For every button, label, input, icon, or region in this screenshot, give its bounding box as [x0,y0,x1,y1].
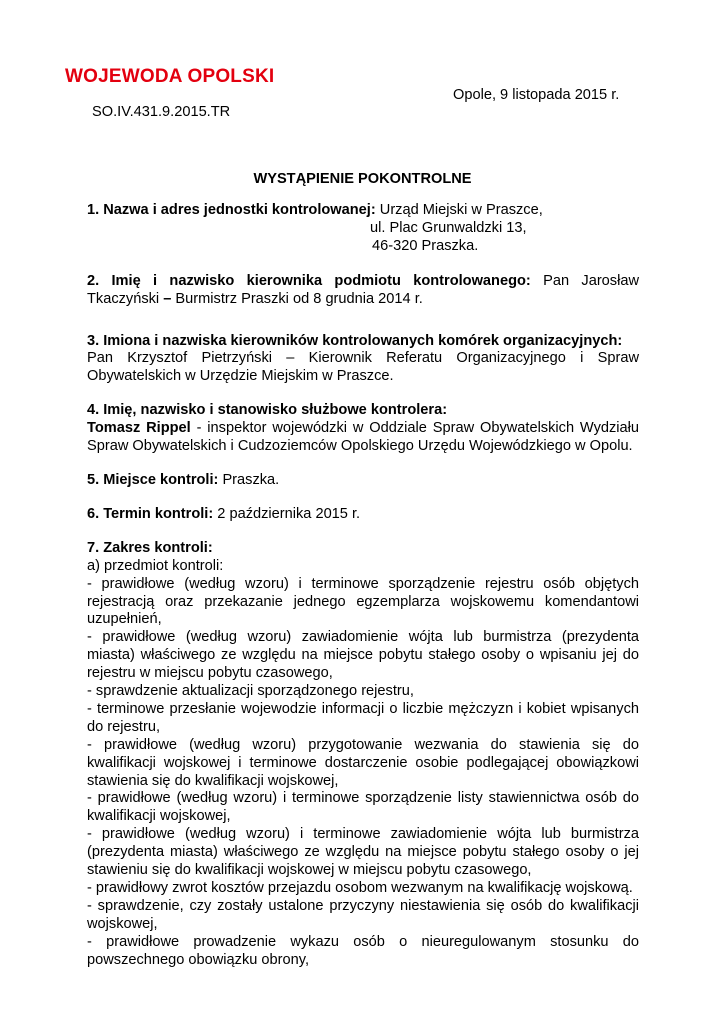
section-2-dash: – [163,290,172,307]
section-7 [87,540,639,970]
list-item: - prawidłowe (według wzoru) i terminowe zawiadomienie wójta lub burmistrza (prezydenta miasta) właściwego ze względu na miejsce pobytu stałego osoby o jej stawieniu się do kwalifikacji wojskowej w miejscu pobytu czasowego, [87,826,639,879]
section-1 [87,202,639,256]
section-6-label: 6. Termin kontroli: [87,505,214,522]
list-item: - prawidłowy zwrot kosztów przejazdu osobom wezwanym na kwalifikację wojskową. [87,880,633,896]
reference-number: SO.IV.431.9.2015.TR [92,104,231,120]
section-1-line2: ul. Plac Grunwaldzki 13, [370,219,527,236]
list-item: - sprawdzenie aktualizacji sporządzonego rejestru, [87,683,414,700]
section-4 [87,402,639,456]
section-2-label: 2. Imię i nazwisko kierownika podmiotu kontrolowanego: [87,272,531,289]
section-1-line1: Urząd Miejski w Praszce, [375,202,543,218]
issuing-authority: WOJEWODA OPOLSKI [65,66,275,87]
section-6-value: 2 października 2015 r. [213,505,361,522]
section-2 [87,273,639,309]
section-5-label: 5. Miejsce kontroli: [87,471,219,488]
section-2-text2: Burmistrz Praszki od 8 grudnia 2014 r. [171,290,423,307]
list-item: - prawidłowe (według wzoru) przygotowanie wezwania do stawienia się do kwalifikacji wojskowej i terminowe dostarczenie osobie podlegającej obowiązkowi stawienia się do kwalifikacji wojskowej, [87,736,639,789]
section-3 [87,333,639,387]
section-7-subheading: a) przedmiot kontroli: [87,557,224,574]
inspector-name: Tomasz Rippel [87,420,191,437]
section-6 [87,506,639,524]
section-3-label: 3. Imiona i nazwiska kierowników kontrolowanych komórek organizacyjnych: [87,332,623,349]
list-item: - terminowe przesłanie wojewodzie informacji o liczbie mężczyzn i kobiet wpisanych do rejestru, [87,700,639,735]
section-4-text: - inspektor wojewódzki w Oddziale Spraw Obywatelskich Wydziału Spraw Obywatelskich i Cudzoziemców Opolskiego Urzędu Wojewódzkiego w Opolu. [87,420,639,455]
section-7-label: 7. Zakres kontroli: [87,539,213,556]
section-1-line3: 46-320 Praszka. [372,237,479,254]
section-4-label: 4. Imię, nazwisko i stanowisko służbowe kontrolera: [87,402,448,419]
section-5-value: Praszka. [218,471,280,488]
place-and-date: Opole, 9 listopada 2015 r. [453,87,620,103]
document-title: WYSTĄPIENIE POKONTROLNE [253,171,472,187]
section-5 [87,472,639,490]
section-3-text: Pan Krzysztof Pietrzyński – Kierownik Referatu Organizacyjnego i Spraw Obywatelskich w Urzędzie Miejskim w Praszce. [87,350,639,385]
section-1-label: 1. Nazwa i adres jednostki kontrolowanej: [87,202,376,218]
document-body [87,202,639,970]
section-2-text1: Pan Jarosław Tkaczyński [87,272,639,307]
list-item: - prawidłowe (według wzoru) i terminowe sporządzenie rejestru osób objętych rejestracją oraz przekazanie jednego egzemplarza wojskowemu komendantowi uzupełnień, [87,575,639,628]
list-item: - prawidłowe (według wzoru) i terminowe sporządzenie listy stawiennictwa osób do kwalifikacji wojskowej, [87,790,639,825]
list-item: - sprawdzenie, czy zostały ustalone przyczyny niestawienia się osób do kwalifikacji wojskowej, [87,897,639,932]
list-item: - prawidłowe (według wzoru) zawiadomienie wójta lub burmistrza (prezydenta miasta) właściwego ze względu na miejsce pobytu stałego osoby o wpisaniu jej do rejestru w miejscu pobytu czasowego, [87,629,639,682]
list-item: - prawidłowe prowadzenie wykazu osób o nieuregulowanym stosunku do powszechnego obowiązku obrony, [87,933,639,968]
